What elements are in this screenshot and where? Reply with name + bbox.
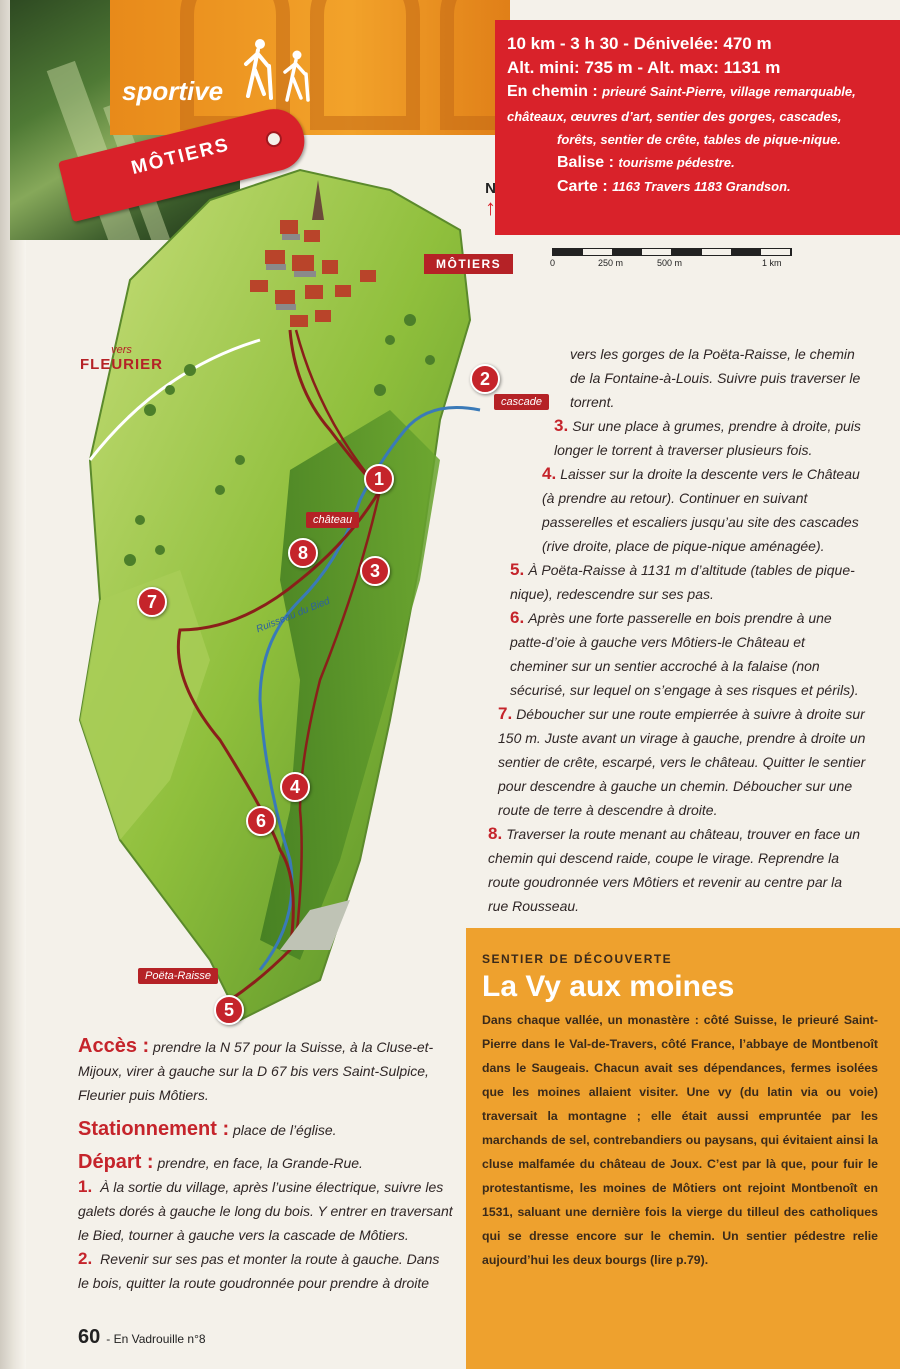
carte-label: Carte :: [557, 178, 608, 195]
depart-label: Départ :: [78, 1151, 154, 1173]
carte-text: 1163 Travers 1183 Grandson.: [612, 179, 791, 194]
map-scale: [552, 248, 792, 270]
step-text: Traverser la route menant au château, trouver en face un chemin qui descend raide, coupe le virage. Reprendre la route goudronnée vers Môtiers et revenir au centre par la rue Rousseau.: [488, 826, 861, 914]
en-chemin-text: châteaux, œuvres d’art, sentier des gorges, cascades,: [507, 109, 842, 124]
waypoint-marker: 6: [246, 806, 276, 836]
fleurier-label: vers FLEURIER: [80, 344, 163, 373]
step-number: 2.: [78, 1249, 93, 1268]
stationnement-text: place de l’église.: [233, 1122, 337, 1138]
step-text: Après une forte passerelle en bois prendre à une patte-d’oie à gauche vers Môtiers-le Château et cheminer sur un sentier accroché à la falaise (non sécurisé, sur lequel on s’engage à ses risques et périls).: [510, 610, 859, 698]
acces-text: prendre la N 57 pour la Suisse, à la Cluse-et-Mijoux, virer à gauche sur la D 67 bis vers Saint-Sulpice, Fleurier puis Môtiers.: [78, 1039, 434, 1103]
page-footer: [78, 1326, 206, 1349]
step-text: Revenir sur ses pas et monter la route à gauche. Dans le bois, quitter la route goudronnée pour prendre à droite: [78, 1251, 440, 1291]
north-arrow: N ↑: [485, 180, 496, 220]
waypoint-marker: 8: [288, 538, 318, 568]
scale-label: 0: [550, 258, 556, 268]
waypoint-marker: 4: [280, 772, 310, 802]
step-number: 7.: [498, 704, 513, 723]
waypoint-marker: 7: [137, 587, 167, 617]
depart-text: prendre, en face, la Grande-Rue.: [157, 1155, 363, 1171]
step-number: 3.: [554, 416, 569, 435]
step-number: 6.: [510, 608, 525, 627]
page-number: 60: [78, 1326, 101, 1348]
scale-label: 250 m: [598, 258, 624, 268]
magazine-name: - En Vadrouille n°8: [106, 1332, 206, 1346]
step-text: Déboucher sur une route empierrée à suivre à droite sur 150 m. Juste avant un virage à gauche, prendre à droite un sentier de crête, escarpé, vers le château. Quitter le sentier pour descendre à gauche un chemin. Déboucher sur une route de terre à descendre à droite.: [498, 706, 866, 818]
sidebar-title: La Vy aux moines: [482, 970, 735, 1003]
cascade-label: cascade: [494, 394, 549, 410]
en-chemin-text: forêts, sentier de crête, tables de pique-nique.: [557, 132, 841, 147]
altitude-stats: Alt. mini: 735 m - Alt. max: 1131 m: [507, 58, 781, 77]
steps-column: [488, 342, 866, 918]
location-tag-label: MÔTIERS: [129, 134, 232, 180]
step-text: À la sortie du village, après l’usine électrique, suivre les galets dorés à gauche le long du bois. Y entrer en traversant le Bied, tourner à gauche vers la cascade de Môtiers.: [78, 1179, 453, 1243]
hiker-icon: [240, 38, 276, 108]
step-text: À Poëta-Raisse à 1131 m d’altitude (tables de pique-nique), redescendre sur ses pas.: [510, 562, 855, 602]
step-text: Laisser sur la droite la descente vers le Château (à prendre au retour). Continuer en suivant passerelles et escaliers jusqu’au site des cascades (rive droite, place de pique-nique aménagée).: [542, 466, 860, 554]
step-number: 8.: [488, 824, 503, 843]
step-number: 5.: [510, 560, 525, 579]
discovery-sidebar: [466, 928, 900, 1369]
sidebar-kicker: SENTIER DE DÉCOUVERTE: [482, 952, 673, 966]
step-text: Sur une place à grumes, prendre à droite, puis longer le torrent à traverser plusieurs fois.: [554, 418, 861, 458]
waypoint-marker: 5: [214, 995, 244, 1025]
hiker-icon: [280, 50, 312, 110]
scale-label: 500 m: [657, 258, 683, 268]
tag-hole: [264, 129, 283, 148]
difficulty-label: sportive: [122, 76, 224, 106]
sidebar-body: Dans chaque vallée, un monastère : côté Suisse, le prieuré Saint-Pierre dans le Val-de-Travers, côté France, l’abbaye de Montbenoît dans le Saugeais. Chacun avait ses dépendances, fermes isolées que les moines allaient visiter. Une vy (du latin via ou voie) traversait la montagne ; elle était aussi empruntée par les marchands de sel, contrebandiers ou paysans, qui évitaient ainsi la cluse malfamée du château de Joux. C’est par là que, pour fuir le protestantisme, les moines de Môtiers ont rejoint Montbenoît en 1531, saluant une dernière fois la vierge du tilleul des catholiques qui se dresse encore sur le chemin. Un sentier pédestre relie aujourd’hui les deux bourgs (lire p.79).: [482, 1013, 878, 1267]
balise-label: Balise :: [557, 154, 614, 171]
acces-label: Accès :: [78, 1035, 150, 1057]
poeta-raisse-label: Poëta-Raisse: [138, 968, 218, 984]
scale-label: 1 km: [762, 258, 782, 268]
step-number: 1.: [78, 1177, 93, 1196]
en-chemin-label: En chemin :: [507, 83, 598, 100]
step-continued: vers les gorges de la Poëta-Raisse, le chemin de la Fontaine-à-Louis. Suivre puis traverser le torrent.: [570, 346, 861, 410]
route-info-panel: [495, 20, 900, 235]
access-column: [78, 1034, 454, 1295]
trail-map: [60, 160, 490, 1030]
chateau-label: château: [306, 512, 359, 528]
river-label: Ruisseau du Bied: [254, 595, 332, 636]
stationnement-label: Stationnement :: [78, 1118, 230, 1140]
route-stats: 10 km - 3 h 30 - Dénivelée: 470 m: [507, 34, 772, 53]
waypoint-marker: 1: [364, 464, 394, 494]
en-chemin-text: prieuré Saint-Pierre, village remarquable,: [602, 84, 856, 99]
waypoint-marker: 3: [360, 556, 390, 586]
balise-text: tourisme pédestre.: [618, 155, 735, 170]
step-number: 4.: [542, 464, 557, 483]
waypoint-marker: 2: [470, 364, 500, 394]
map-town-label: MÔTIERS: [424, 254, 513, 274]
